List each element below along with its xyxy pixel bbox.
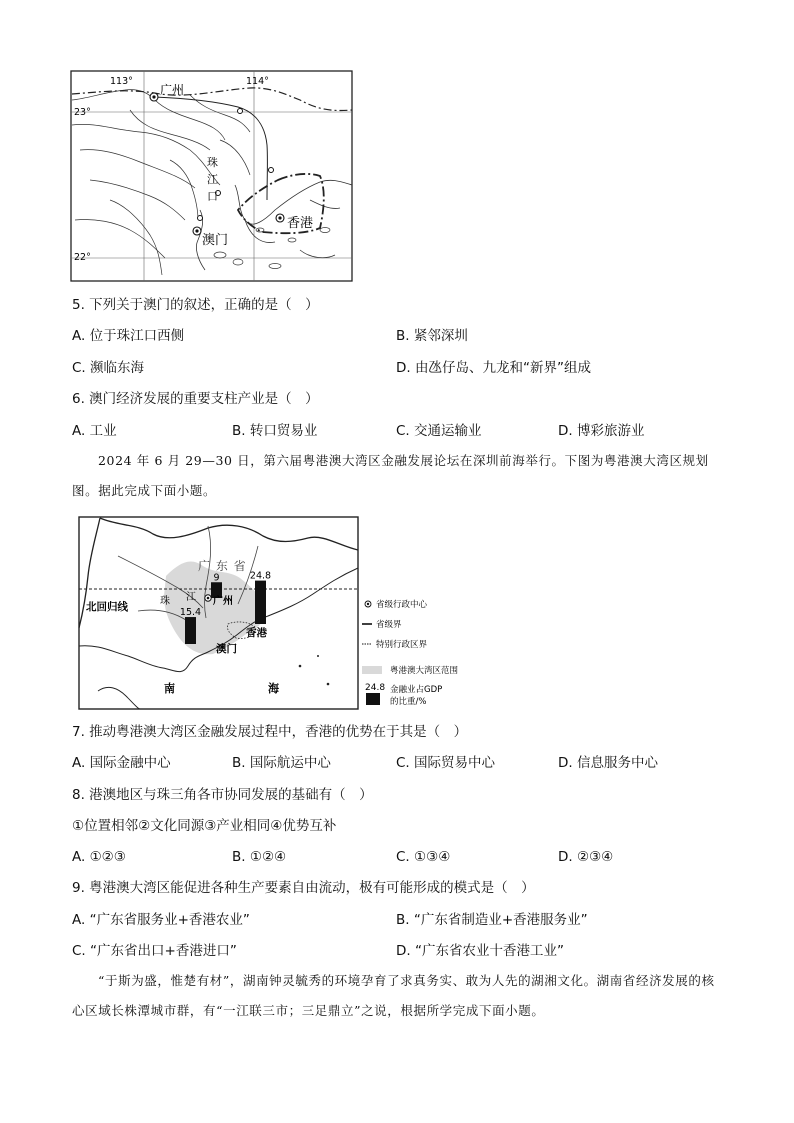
finance-bar-label-1: 15.4 bbox=[179, 607, 202, 619]
legend-bar-swatch bbox=[366, 693, 380, 705]
bay-area-plan-map bbox=[78, 516, 360, 710]
guangzhou-capital-marker bbox=[205, 595, 211, 601]
zhuhai-marker bbox=[198, 216, 203, 221]
legend-bar-caption-1: 金融业占GDP bbox=[390, 685, 443, 695]
question-9-option-b[interactable]: B. “广东省制造业+香港服务业” bbox=[396, 912, 588, 928]
sea-label-2: 海 bbox=[268, 682, 279, 695]
legend-bar-sample-value: 24.8 bbox=[365, 683, 386, 693]
question-5-option-c[interactable]: C. 濒临东海 bbox=[72, 360, 145, 376]
sea-label-1: 南 bbox=[164, 682, 175, 695]
legend-bay-area-label: 粤港澳大湾区范围 bbox=[390, 666, 459, 676]
finance-bar-3 bbox=[255, 581, 266, 624]
passage-bay-area bbox=[72, 446, 722, 506]
question-9-stem: 9. 粤港澳大湾区能促进各种生产要素自由流动，极有可能形成的模式是（ ） bbox=[72, 880, 535, 896]
question-9-option-d[interactable]: D. “广东省农业十香港工业” bbox=[396, 943, 564, 959]
legend-bay-area-swatch bbox=[362, 666, 382, 674]
question-7-option-c[interactable]: C. 国际贸易中心 bbox=[396, 755, 496, 771]
guangzhou-marker bbox=[150, 93, 158, 101]
shenzhen-marker bbox=[269, 168, 274, 173]
river-label-1: 珠 bbox=[160, 596, 170, 607]
question-8-option-a[interactable]: A. ①②③ bbox=[72, 849, 126, 865]
question-6-option-a[interactable]: A. 工业 bbox=[72, 423, 117, 439]
lat-label-23: 23° bbox=[74, 107, 91, 118]
question-7-option-d[interactable]: D. 信息服务中心 bbox=[558, 755, 658, 771]
hongkong-label: 香港 bbox=[246, 627, 267, 639]
question-7-option-b[interactable]: B. 国际航运中心 bbox=[232, 755, 331, 771]
legend-capital-symbol bbox=[365, 601, 371, 607]
island-dot bbox=[327, 683, 330, 686]
finance-bar-1 bbox=[185, 617, 196, 644]
guangzhou-label: 广州 bbox=[160, 83, 185, 97]
hongkong-label: 香港 bbox=[287, 216, 314, 231]
macau-label: 澳门 bbox=[216, 643, 237, 655]
question-8-option-b[interactable]: B. ①②④ bbox=[232, 849, 287, 865]
macau-marker bbox=[193, 227, 201, 235]
question-6-stem: 6. 澳门经济发展的重要支柱产业是（ ） bbox=[72, 391, 319, 407]
pearl-river-label-3: 口 bbox=[207, 190, 218, 203]
island-dot bbox=[317, 655, 319, 657]
bay-area-map-legend bbox=[362, 596, 512, 712]
question-8-stem: 8. 港澳地区与珠三角各市协同发展的基础有（ ） bbox=[72, 787, 373, 803]
province-label: 广 东 省 bbox=[198, 559, 247, 573]
finance-bar-label-3: 24.8 bbox=[249, 570, 272, 582]
legend-bar-caption-2: 的比重/% bbox=[390, 697, 427, 707]
passage-bay-area-text: 2024 年 6 月 29—30 日，第六届粤港澳大湾区金融发展论坛在深圳前海举行。下图为粤港澳大湾区规划图。据此完成下面小题。 bbox=[72, 453, 709, 498]
pearl-river-estuary-map bbox=[70, 70, 354, 284]
lat-label-22: 22° bbox=[74, 252, 91, 263]
passage-hunan-text: “于斯为盛，惟楚有材”，湖南钟灵毓秀的环境孕育了求真务实、敢为人先的湖湘文化。湖南省经济发展的核心区域长株潭城市群，有“一江联三市；三足鼎立”之说，根据所学完成下面小题。 bbox=[72, 973, 715, 1018]
question-6-option-b[interactable]: B. 转口贸易业 bbox=[232, 423, 318, 439]
question-5-option-d[interactable]: D. 由氹仔岛、九龙和“新界”组成 bbox=[396, 360, 591, 376]
finance-bar-label-2: 9 bbox=[213, 572, 220, 584]
question-5-option-b[interactable]: B. 紧邻深圳 bbox=[396, 328, 468, 344]
question-7-option-a[interactable]: A. 国际金融中心 bbox=[72, 755, 171, 771]
question-7-stem: 7. 推动粤港澳大湾区金融发展过程中，香港的优势在于其是（ ） bbox=[72, 724, 468, 740]
pearl-river-label-1: 珠 bbox=[207, 156, 218, 169]
question-8-option-c[interactable]: C. ①③④ bbox=[396, 849, 451, 865]
guangzhou-label: 广州 bbox=[213, 596, 233, 607]
legend-capital-label: 省级行政中心 bbox=[376, 600, 428, 610]
question-8-items: ①位置相邻②文化同源③产业相同④优势互补 bbox=[72, 818, 337, 834]
question-9-option-c[interactable]: C. “广东省出口+香港进口” bbox=[72, 943, 237, 959]
question-6-option-d[interactable]: D. 博彩旅游业 bbox=[558, 423, 645, 439]
question-5-stem: 5. 下列关于澳门的叙述，正确的是（ ） bbox=[72, 297, 319, 313]
lon-label-114: 114° bbox=[246, 76, 269, 87]
question-9-option-a[interactable]: A. “广东省服务业+香港农业” bbox=[72, 912, 250, 928]
lon-label-113: 113° bbox=[110, 76, 133, 87]
question-8-option-d[interactable]: D. ②③④ bbox=[558, 849, 614, 865]
legend-sar-label: 特别行政区界 bbox=[376, 640, 428, 650]
passage-hunan bbox=[72, 966, 722, 1026]
island-dot bbox=[299, 665, 302, 668]
dongguan-marker bbox=[238, 109, 243, 114]
river-label-2: 江 bbox=[186, 592, 196, 603]
legend-provincial-label: 省级界 bbox=[376, 620, 402, 630]
hongkong-marker bbox=[276, 214, 284, 222]
macau-label: 澳门 bbox=[202, 233, 229, 248]
pearl-river-label-2: 江 bbox=[207, 173, 218, 186]
question-6-option-c[interactable]: C. 交通运输业 bbox=[396, 423, 482, 439]
question-5-option-a[interactable]: A. 位于珠江口西侧 bbox=[72, 328, 185, 344]
tropic-label: 北回归线 bbox=[86, 601, 128, 613]
